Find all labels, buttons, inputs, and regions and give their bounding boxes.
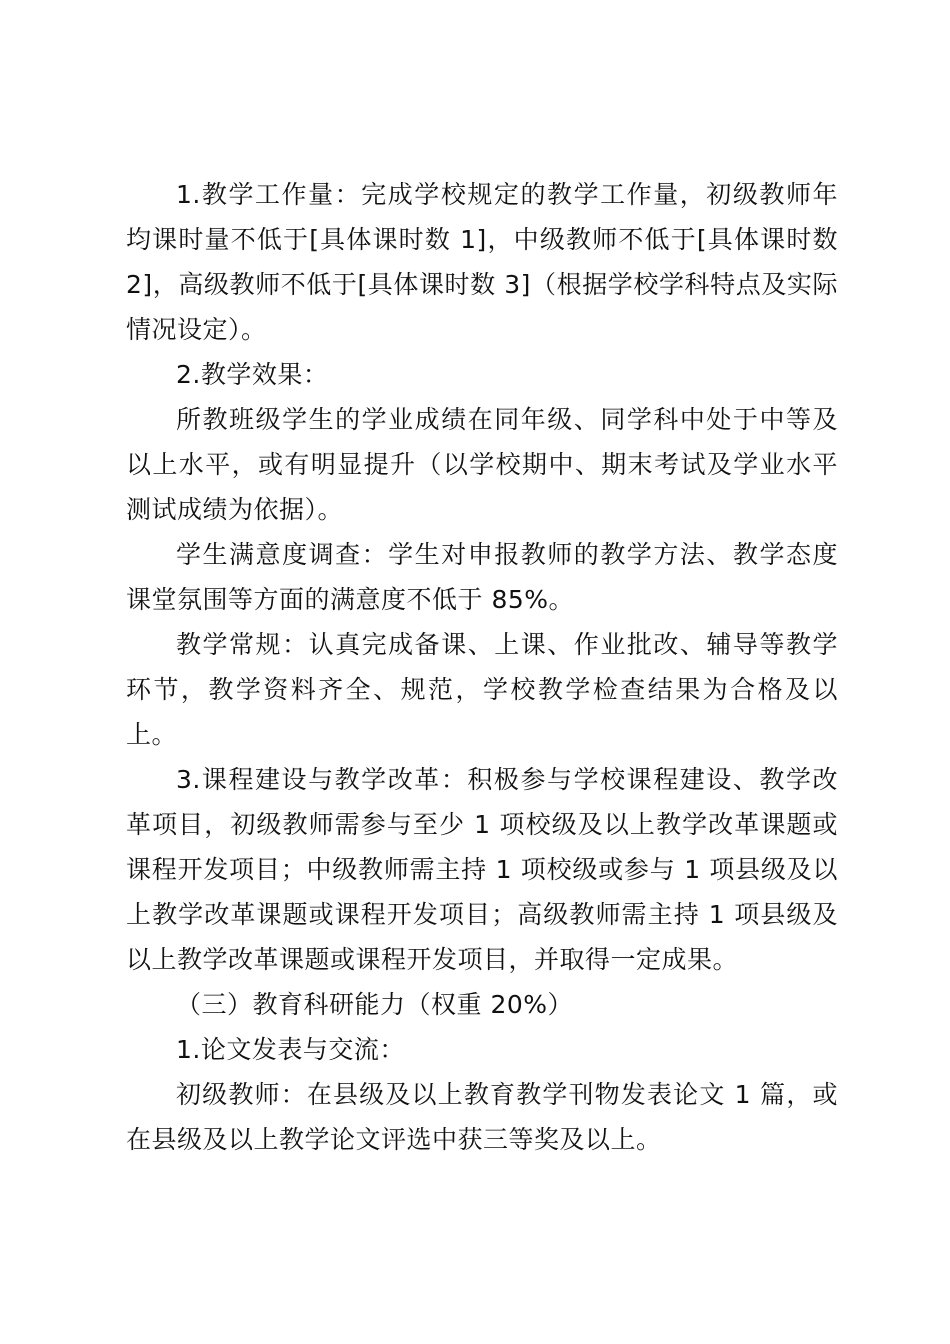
document-body [126, 172, 838, 1162]
paragraph-teaching-effect-heading: 2.教学效果： [176, 360, 329, 389]
section-heading-research-ability: （三）教育科研能力（权重 20%） [176, 990, 574, 1019]
paragraph-teaching-routine: 教学常规：认真完成备课、上课、作业批改、辅导等教学环节，教学资料齐全、规范，学校教学检查结果为合格及以上。 [126, 630, 838, 749]
paragraph-student-satisfaction: 学生满意度调查：学生对申报教师的教学方法、教学态度课堂氛围等方面的满意度不低于 85%。 [126, 540, 838, 614]
paragraph-paper-publication-heading: 1.论文发表与交流： [176, 1035, 405, 1064]
paragraph-curriculum-reform: 3.课程建设与教学改革：积极参与学校课程建设、教学改革项目，初级教师需参与至少 1 项校级及以上教学改革课题或课程开发项目；中级教师需主持 1 项校级或参与 1 项县级及以上教学改革课题或课程开发项目；高级教师需主持 1 项县级及以上教学改革课题或课程开发项目，并取得一定成果。 [126, 765, 838, 974]
paragraph-teaching-workload: 1.教学工作量：完成学校规定的教学工作量，初级教师年均课时量不低于[具体课时数 1]，中级教师不低于[具体课时数 2]，高级教师不低于[具体课时数 3]（根据学校学科特点及实际情况设定）。 [126, 180, 838, 344]
paragraph-student-performance: 所教班级学生的学业成绩在同年级、同学科中处于中等及以上水平，或有明显提升（以学校期中、期末考试及学业水平测试成绩为依据）。 [126, 405, 838, 524]
paragraph-junior-teacher-papers: 初级教师：在县级及以上教育教学刊物发表论文 1 篇，或在县级及以上教学论文评选中获三等奖及以上。 [126, 1080, 838, 1154]
